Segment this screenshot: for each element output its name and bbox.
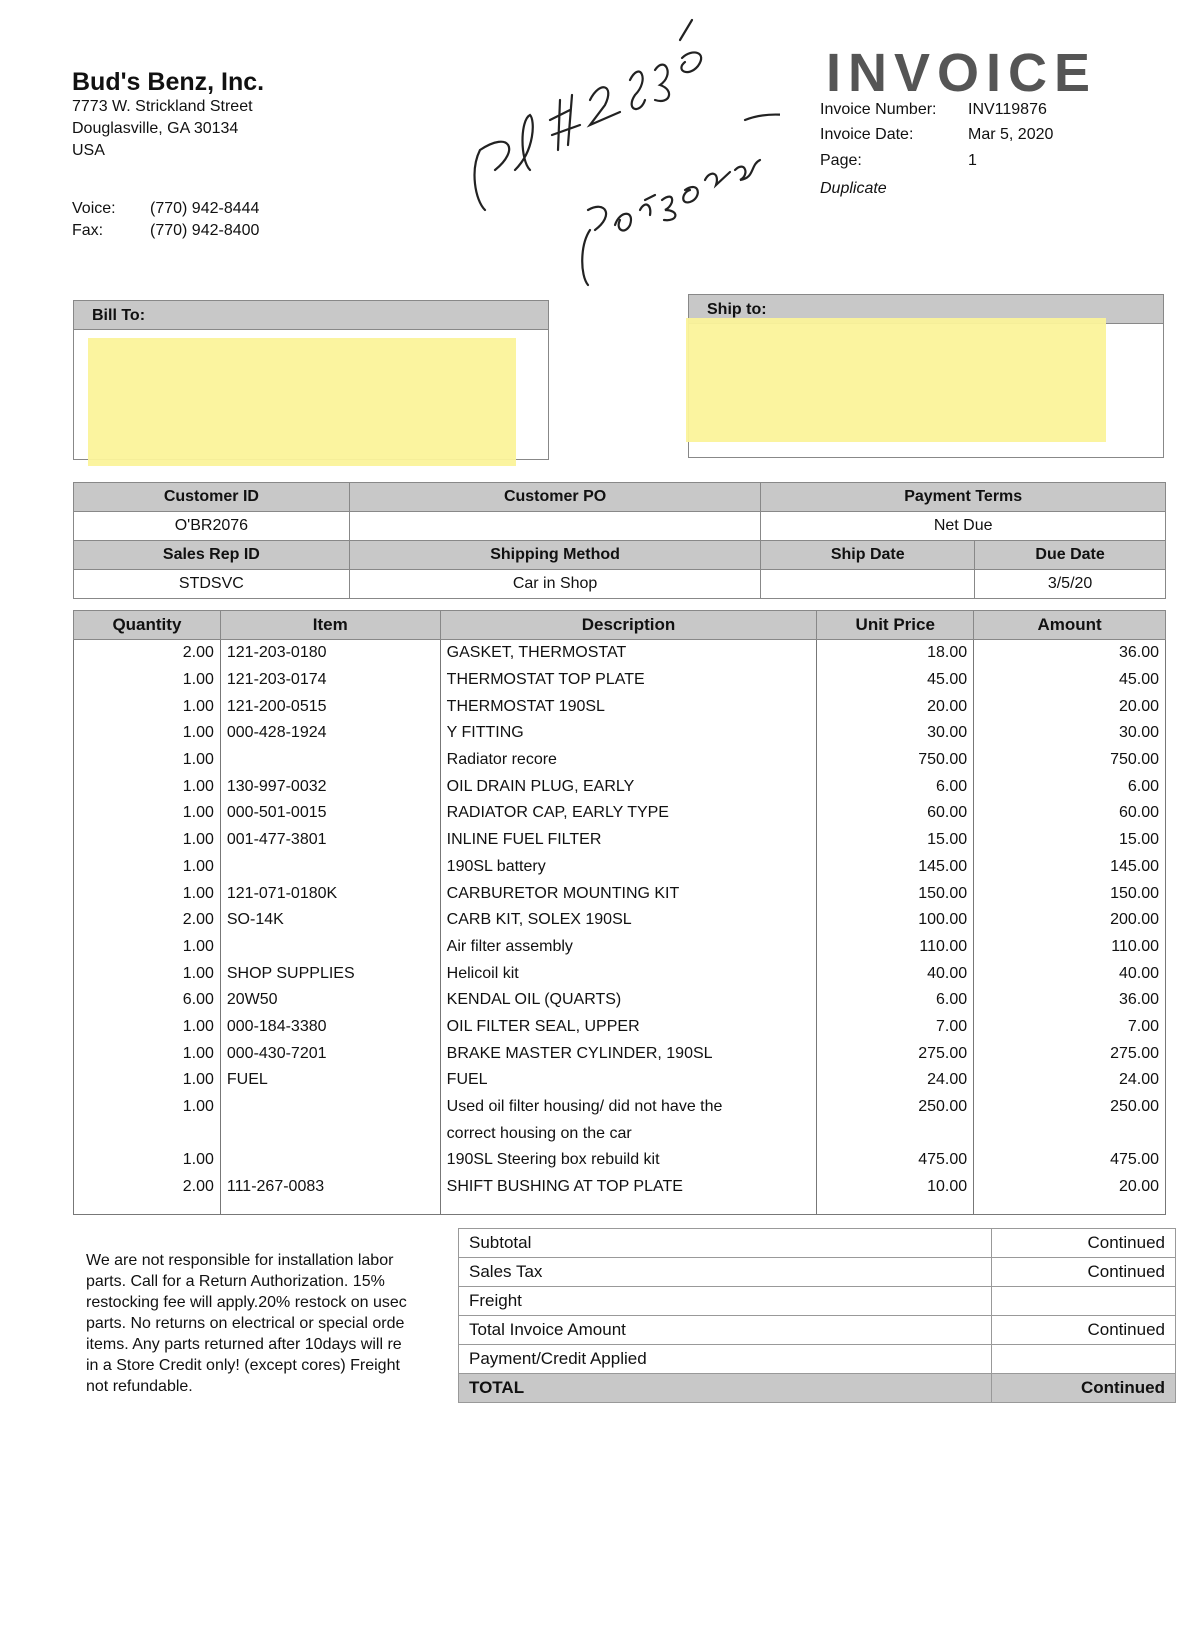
payment-terms-value: Net Due — [761, 512, 1166, 541]
table-row — [74, 640, 1166, 667]
filler-cell — [74, 1200, 221, 1215]
item-description: INLINE FUEL FILTER — [440, 827, 817, 854]
item-quantity: 1.00 — [74, 1067, 221, 1094]
total-invoice-amount-label: Total Invoice Amount — [459, 1316, 992, 1345]
item-description: Helicoil kit — [440, 960, 817, 987]
item-amount: 20.00 — [974, 1174, 1166, 1201]
item-number — [220, 1120, 440, 1147]
table-row — [74, 693, 1166, 720]
line-items-table — [73, 610, 1166, 1215]
subtotal-label: Subtotal — [459, 1229, 992, 1258]
item-number: 121-203-0174 — [220, 667, 440, 694]
invoice-page-value: 1 — [968, 152, 977, 169]
item-description: KENDAL OIL (QUARTS) — [440, 987, 817, 1014]
company-address-line-3: USA — [72, 142, 105, 159]
item-description: SHIFT BUSHING AT TOP PLATE — [440, 1174, 817, 1201]
item-number — [220, 934, 440, 961]
description-header: Description — [440, 611, 817, 640]
company-voice — [72, 200, 259, 218]
table-row — [74, 854, 1166, 881]
unit-price-header: Unit Price — [817, 611, 974, 640]
sales-tax-label: Sales Tax — [459, 1258, 992, 1287]
table-row — [74, 960, 1166, 987]
note-line: not refundable. — [86, 1378, 193, 1395]
item-unit-price: 20.00 — [817, 693, 974, 720]
item-amount: 150.00 — [974, 880, 1166, 907]
item-description: Used oil filter housing/ did not have the — [440, 1094, 817, 1121]
voice-label: Voice: — [72, 200, 116, 217]
table-filler-row — [74, 1200, 1166, 1215]
table-row — [74, 720, 1166, 747]
company-address-line-2: Douglasville, GA 30134 — [72, 120, 239, 137]
invoice-date-label: Invoice Date: — [820, 126, 914, 143]
filler-cell — [440, 1200, 817, 1215]
item-number: SHOP SUPPLIES — [220, 960, 440, 987]
invoice-number-row — [820, 101, 1047, 119]
item-quantity: 2.00 — [74, 907, 221, 934]
table-row — [74, 1067, 1166, 1094]
table-row — [74, 667, 1166, 694]
total-label: TOTAL — [459, 1374, 992, 1403]
item-amount: 20.00 — [974, 693, 1166, 720]
item-number: 000-430-7201 — [220, 1040, 440, 1067]
item-quantity: 1.00 — [74, 934, 221, 961]
item-quantity: 6.00 — [74, 987, 221, 1014]
fax-label: Fax: — [72, 222, 104, 239]
item-number — [220, 747, 440, 774]
item-description: OIL FILTER SEAL, UPPER — [440, 1014, 817, 1041]
item-unit-price: 60.00 — [817, 800, 974, 827]
note-line: in a Store Credit only! (except cores) Freight — [86, 1357, 400, 1374]
item-quantity: 1.00 — [74, 1094, 221, 1121]
item-quantity: 1.00 — [74, 827, 221, 854]
invoice-number-label: Invoice Number: — [820, 101, 937, 118]
item-quantity: 1.00 — [74, 773, 221, 800]
note-line: items. Any parts returned after 10days will re — [86, 1336, 402, 1353]
item-amount: 475.00 — [974, 1147, 1166, 1174]
shipping-method-label: Shipping Method — [349, 541, 761, 570]
item-description: Y FITTING — [440, 720, 817, 747]
ship-date-label: Ship Date — [761, 541, 975, 570]
item-quantity: 1.00 — [74, 880, 221, 907]
item-amount: 750.00 — [974, 747, 1166, 774]
item-number: 000-184-3380 — [220, 1014, 440, 1041]
table-row — [74, 1174, 1166, 1201]
item-number: 20W50 — [220, 987, 440, 1014]
customer-id-value: O'BR2076 — [74, 512, 350, 541]
item-amount: 275.00 — [974, 1040, 1166, 1067]
filler-cell — [817, 1200, 974, 1215]
item-quantity: 1.00 — [74, 854, 221, 881]
due-date-label: Due Date — [975, 541, 1166, 570]
company-name: Bud's Benz, Inc. — [72, 68, 265, 96]
filler-cell — [220, 1200, 440, 1215]
filler-cell — [974, 1200, 1166, 1215]
bill-to-redaction — [88, 338, 516, 466]
invoice-number-value: INV119876 — [968, 101, 1047, 118]
item-quantity: 1.00 — [74, 1014, 221, 1041]
item-unit-price: 110.00 — [817, 934, 974, 961]
item-description: correct housing on the car — [440, 1120, 817, 1147]
item-amount: 40.00 — [974, 960, 1166, 987]
voice-number: (770) 942-8444 — [150, 200, 260, 217]
payment-credit-label: Payment/Credit Applied — [459, 1345, 992, 1374]
note-line: We are not responsible for installation labor — [86, 1252, 394, 1269]
item-quantity: 2.00 — [74, 640, 221, 667]
bill-to-label: Bill To: — [74, 301, 548, 330]
item-description: GASKET, THERMOSTAT — [440, 640, 817, 667]
note-line: parts. No returns on electrical or special orde — [86, 1315, 405, 1332]
item-unit-price: 24.00 — [817, 1067, 974, 1094]
item-unit-price: 40.00 — [817, 960, 974, 987]
item-unit-price: 145.00 — [817, 854, 974, 881]
item-unit-price: 100.00 — [817, 907, 974, 934]
customer-id-label: Customer ID — [74, 483, 350, 512]
item-description: 190SL battery — [440, 854, 817, 881]
item-quantity: 1.00 — [74, 1147, 221, 1174]
item-unit-price: 10.00 — [817, 1174, 974, 1201]
company-address-line-1: 7773 W. Strickland Street — [72, 98, 253, 115]
sales-tax-value: Continued — [992, 1258, 1176, 1287]
sales-rep-value: STDSVC — [74, 570, 350, 599]
invoice-page-row — [820, 152, 977, 170]
table-row — [74, 773, 1166, 800]
item-amount: 145.00 — [974, 854, 1166, 881]
quantity-header: Quantity — [74, 611, 221, 640]
item-amount: 250.00 — [974, 1094, 1166, 1121]
item-number: FUEL — [220, 1067, 440, 1094]
invoice-title: INVOICE — [826, 43, 1098, 103]
invoice-date-value: Mar 5, 2020 — [968, 126, 1054, 143]
company-fax — [72, 222, 259, 240]
item-unit-price: 275.00 — [817, 1040, 974, 1067]
note-line: restocking fee will apply.20% restock on usec — [86, 1294, 407, 1311]
table-row — [74, 1147, 1166, 1174]
invoice-date-row — [820, 126, 1053, 144]
payment-terms-label: Payment Terms — [761, 483, 1166, 512]
item-unit-price: 750.00 — [817, 747, 974, 774]
item-description: CARB KIT, SOLEX 190SL — [440, 907, 817, 934]
item-number — [220, 1147, 440, 1174]
payment-credit-value — [992, 1345, 1176, 1374]
ship-to-redaction — [686, 318, 1106, 442]
item-unit-price — [817, 1120, 974, 1147]
item-amount: 36.00 — [974, 640, 1166, 667]
amount-header: Amount — [974, 611, 1166, 640]
table-row — [74, 934, 1166, 961]
item-amount: 60.00 — [974, 800, 1166, 827]
item-description: OIL DRAIN PLUG, EARLY — [440, 773, 817, 800]
item-quantity: 1.00 — [74, 720, 221, 747]
item-number: 001-477-3801 — [220, 827, 440, 854]
ship-to-label: Ship to: — [689, 295, 1163, 324]
table-row — [74, 880, 1166, 907]
customer-po-value — [349, 512, 761, 541]
item-description: THERMOSTAT 190SL — [440, 693, 817, 720]
return-policy-note — [86, 1250, 448, 1397]
item-number: 000-501-0015 — [220, 800, 440, 827]
item-quantity: 1.00 — [74, 747, 221, 774]
note-line: parts. Call for a Return Authorization. 15% — [86, 1273, 385, 1290]
item-amount: 30.00 — [974, 720, 1166, 747]
table-row — [74, 987, 1166, 1014]
invoice-page-label: Page: — [820, 152, 862, 169]
freight-label: Freight — [459, 1287, 992, 1316]
item-amount: 110.00 — [974, 934, 1166, 961]
freight-value — [992, 1287, 1176, 1316]
item-description: THERMOSTAT TOP PLATE — [440, 667, 817, 694]
line-items-body — [74, 640, 1166, 1215]
item-unit-price: 30.00 — [817, 720, 974, 747]
item-quantity: 1.00 — [74, 693, 221, 720]
item-unit-price: 15.00 — [817, 827, 974, 854]
item-number: 000-428-1924 — [220, 720, 440, 747]
item-unit-price: 250.00 — [817, 1094, 974, 1121]
item-amount — [974, 1120, 1166, 1147]
item-quantity: 2.00 — [74, 1174, 221, 1201]
customer-info-table — [73, 482, 1166, 599]
item-unit-price: 475.00 — [817, 1147, 974, 1174]
item-description: Radiator recore — [440, 747, 817, 774]
item-unit-price: 45.00 — [817, 667, 974, 694]
item-description: FUEL — [440, 1067, 817, 1094]
item-unit-price: 150.00 — [817, 880, 974, 907]
table-row — [74, 1040, 1166, 1067]
item-quantity: 1.00 — [74, 667, 221, 694]
shipping-method-value: Car in Shop — [349, 570, 761, 599]
item-amount: 200.00 — [974, 907, 1166, 934]
item-number: 130-997-0032 — [220, 773, 440, 800]
item-header: Item — [220, 611, 440, 640]
table-row — [74, 827, 1166, 854]
item-unit-price: 6.00 — [817, 773, 974, 800]
table-row — [74, 747, 1166, 774]
handwritten-note — [440, 0, 780, 290]
item-unit-price: 7.00 — [817, 1014, 974, 1041]
item-description: CARBURETOR MOUNTING KIT — [440, 880, 817, 907]
customer-po-label: Customer PO — [349, 483, 761, 512]
item-quantity: 1.00 — [74, 1040, 221, 1067]
table-row — [74, 1120, 1166, 1147]
table-row — [74, 907, 1166, 934]
item-number — [220, 854, 440, 881]
item-unit-price: 18.00 — [817, 640, 974, 667]
item-amount: 24.00 — [974, 1067, 1166, 1094]
item-quantity — [74, 1120, 221, 1147]
duplicate-note: Duplicate — [820, 180, 887, 197]
subtotal-value: Continued — [992, 1229, 1176, 1258]
item-quantity: 1.00 — [74, 800, 221, 827]
item-description: BRAKE MASTER CYLINDER, 190SL — [440, 1040, 817, 1067]
item-number: 111-267-0083 — [220, 1174, 440, 1201]
item-description: 190SL Steering box rebuild kit — [440, 1147, 817, 1174]
item-number: SO-14K — [220, 907, 440, 934]
item-description: Air filter assembly — [440, 934, 817, 961]
item-number: 121-071-0180K — [220, 880, 440, 907]
item-number: 121-203-0180 — [220, 640, 440, 667]
total-value: Continued — [992, 1374, 1176, 1403]
table-row — [74, 800, 1166, 827]
table-row — [74, 1094, 1166, 1121]
due-date-value: 3/5/20 — [975, 570, 1166, 599]
item-number: 121-200-0515 — [220, 693, 440, 720]
item-amount: 6.00 — [974, 773, 1166, 800]
sales-rep-label: Sales Rep ID — [74, 541, 350, 570]
item-quantity: 1.00 — [74, 960, 221, 987]
fax-number: (770) 942-8400 — [150, 222, 260, 239]
item-amount: 7.00 — [974, 1014, 1166, 1041]
table-row — [74, 1014, 1166, 1041]
item-description: RADIATOR CAP, EARLY TYPE — [440, 800, 817, 827]
item-amount: 45.00 — [974, 667, 1166, 694]
item-number — [220, 1094, 440, 1121]
totals-table — [458, 1228, 1176, 1403]
total-invoice-amount-value: Continued — [992, 1316, 1176, 1345]
item-amount: 15.00 — [974, 827, 1166, 854]
item-unit-price: 6.00 — [817, 987, 974, 1014]
ship-date-value — [761, 570, 975, 599]
item-amount: 36.00 — [974, 987, 1166, 1014]
